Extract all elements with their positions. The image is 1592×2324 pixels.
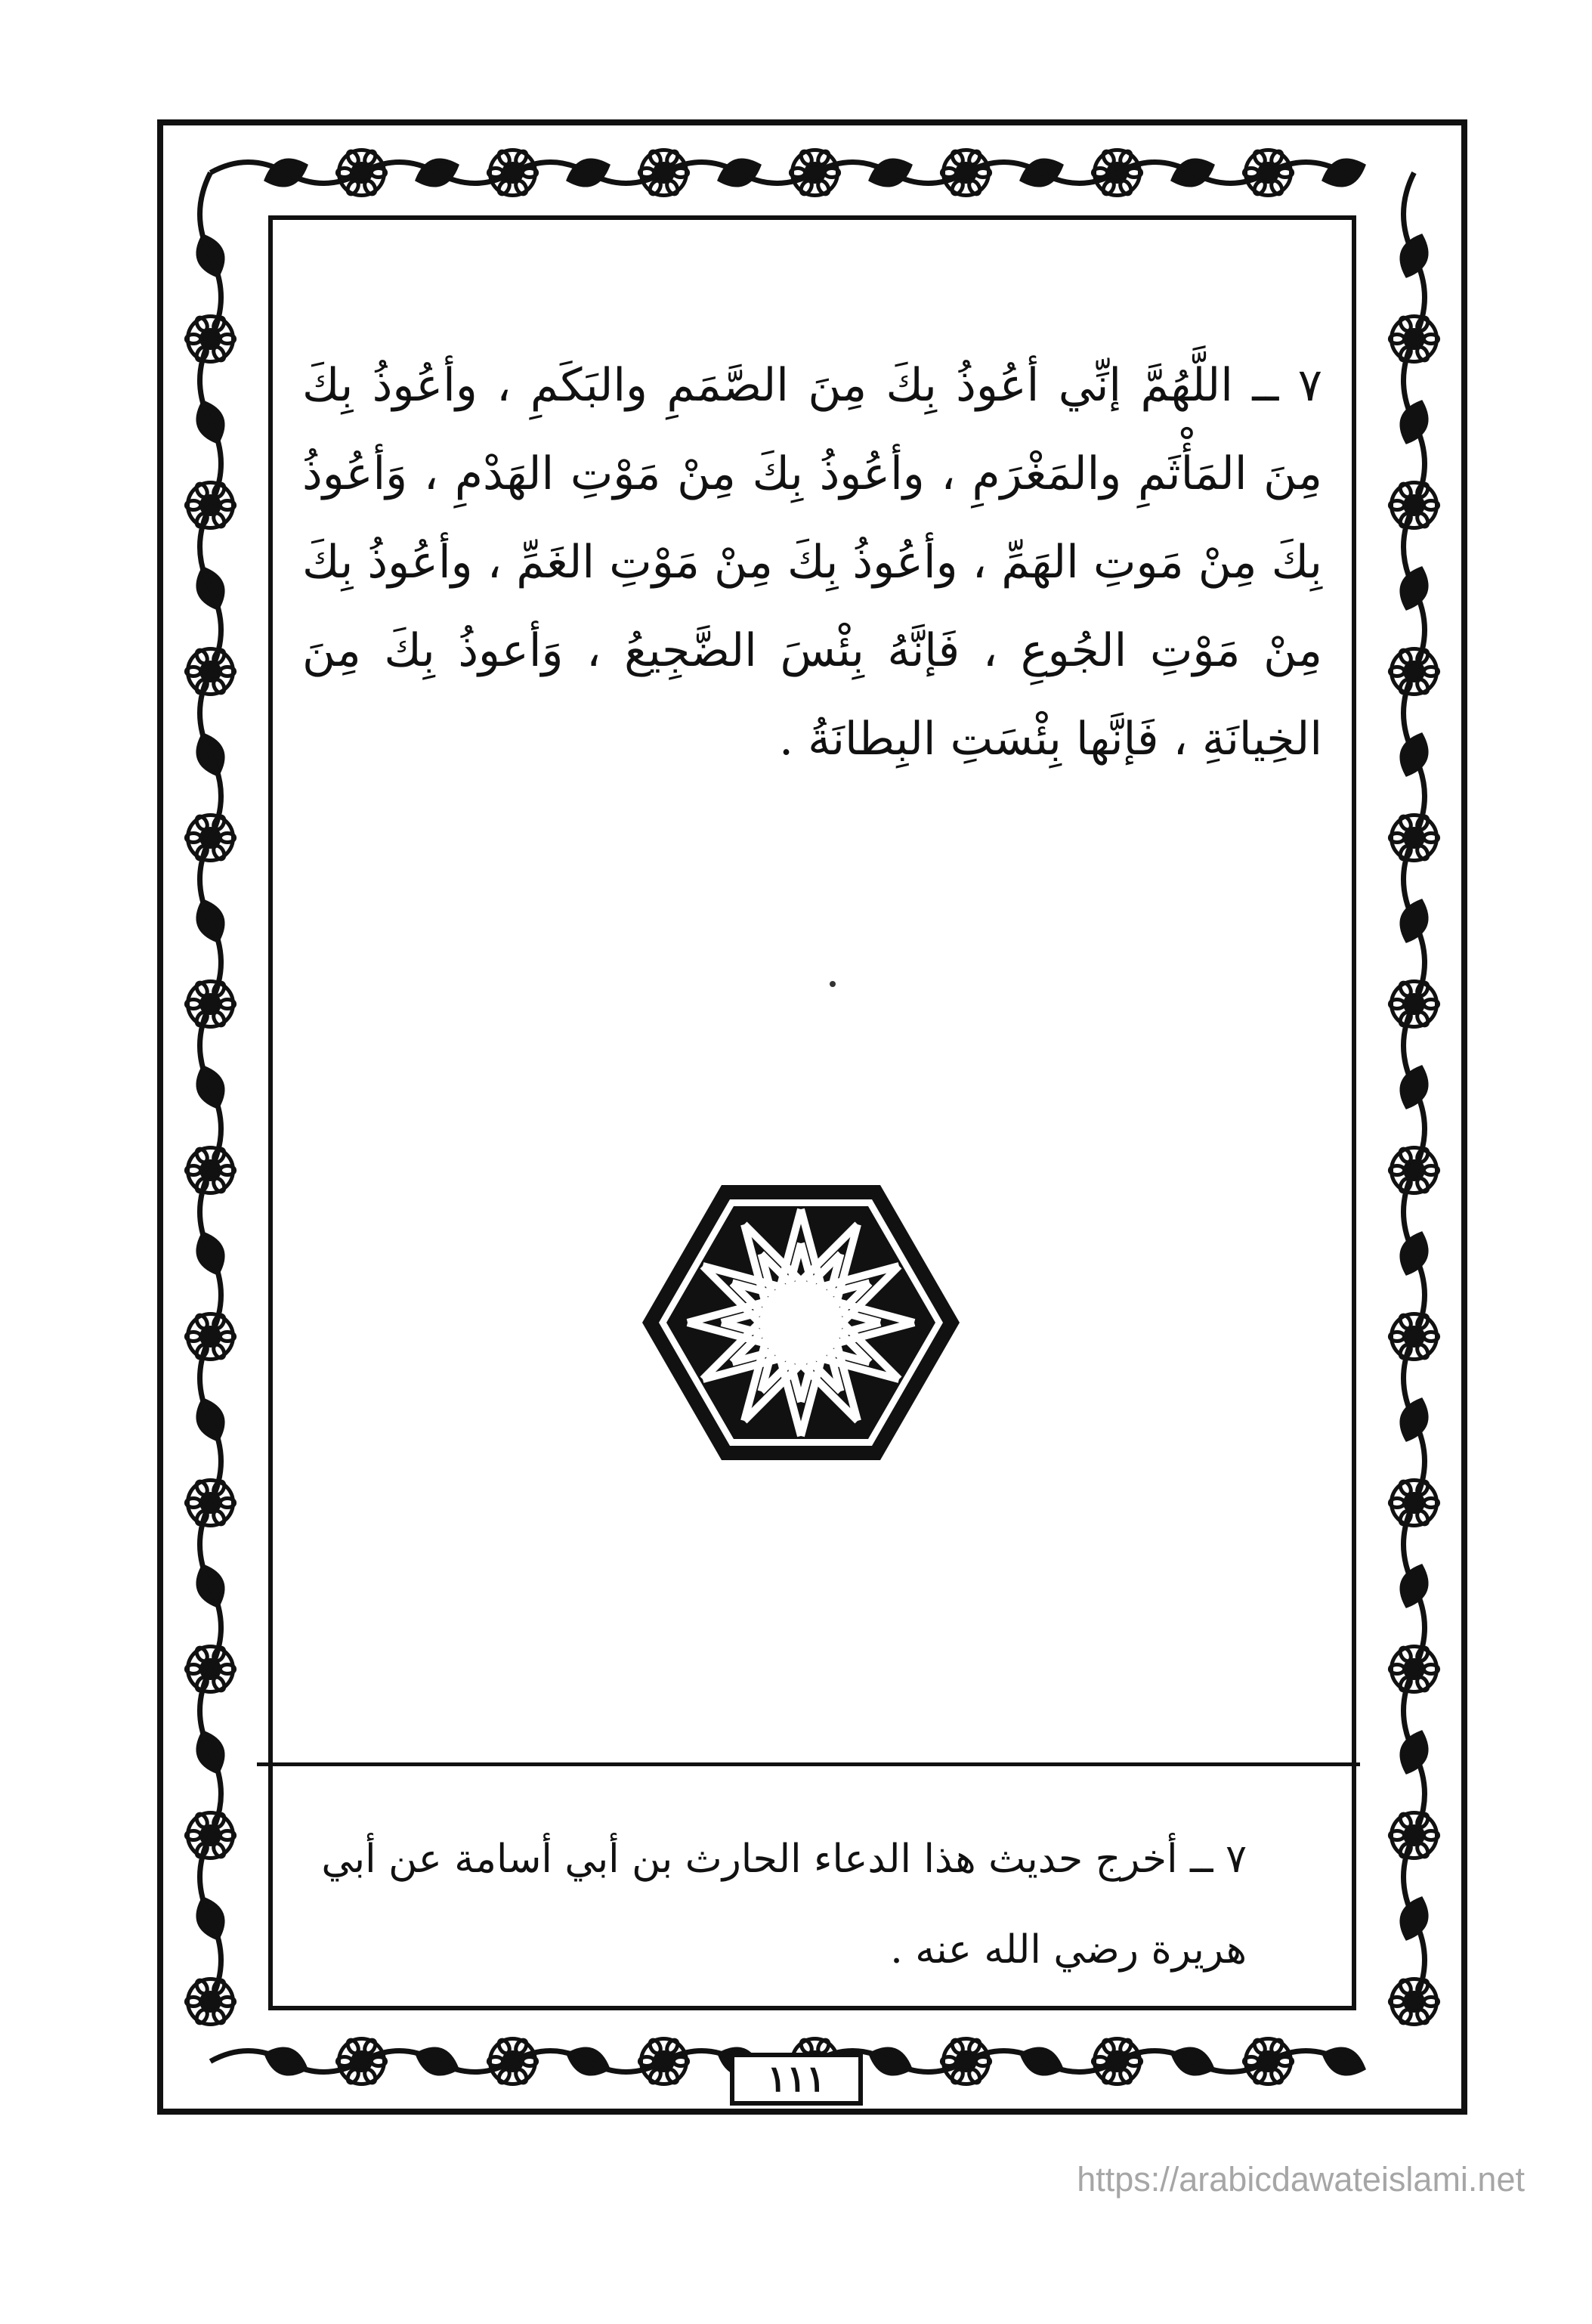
ink-speck <box>830 981 836 987</box>
supplication-text: ٧ ــ اللَّهُمَّ إنِّي أعُوذُ بِكَ مِنَ الصَّمَمِ والبَكَمِ ، وأعُوذُ بِكَ مِنَ المَأْثَمِ والمَغْرَمِ ، وأعُوذُ بِكَ مِنْ مَوْتِ الهَدْمِ ، وَأعُوذُ بِكَ مِنْ مَوتِ الهَمِّ ، وأعُوذُ بِكَ مِنْ مَوْتِ الغَمِّ ، وأعُوذُ بِكَ مِنْ مَوْتِ الجُوعِ ، فَإنَّهُ بِئْسَ الضَّجِيعُ ، وَأعوذُ بِكَ مِنَ الخِيانَةِ ، فَإنَّها بِئْسَتِ البِطانَةُ . <box>302 359 1322 766</box>
geometric-medallion-icon <box>635 1171 967 1474</box>
footnote-text: ٧ ــ أخرج حديث هذا الدعاء الحارث بن أبي أسامة عن أبي هريرة رضي الله عنه . <box>321 1837 1247 1973</box>
footnote-divider <box>257 1762 1360 1766</box>
source-watermark: https://arabicdawateislami.net <box>1077 2160 1525 2199</box>
page-number: ١١١ <box>730 2053 863 2106</box>
